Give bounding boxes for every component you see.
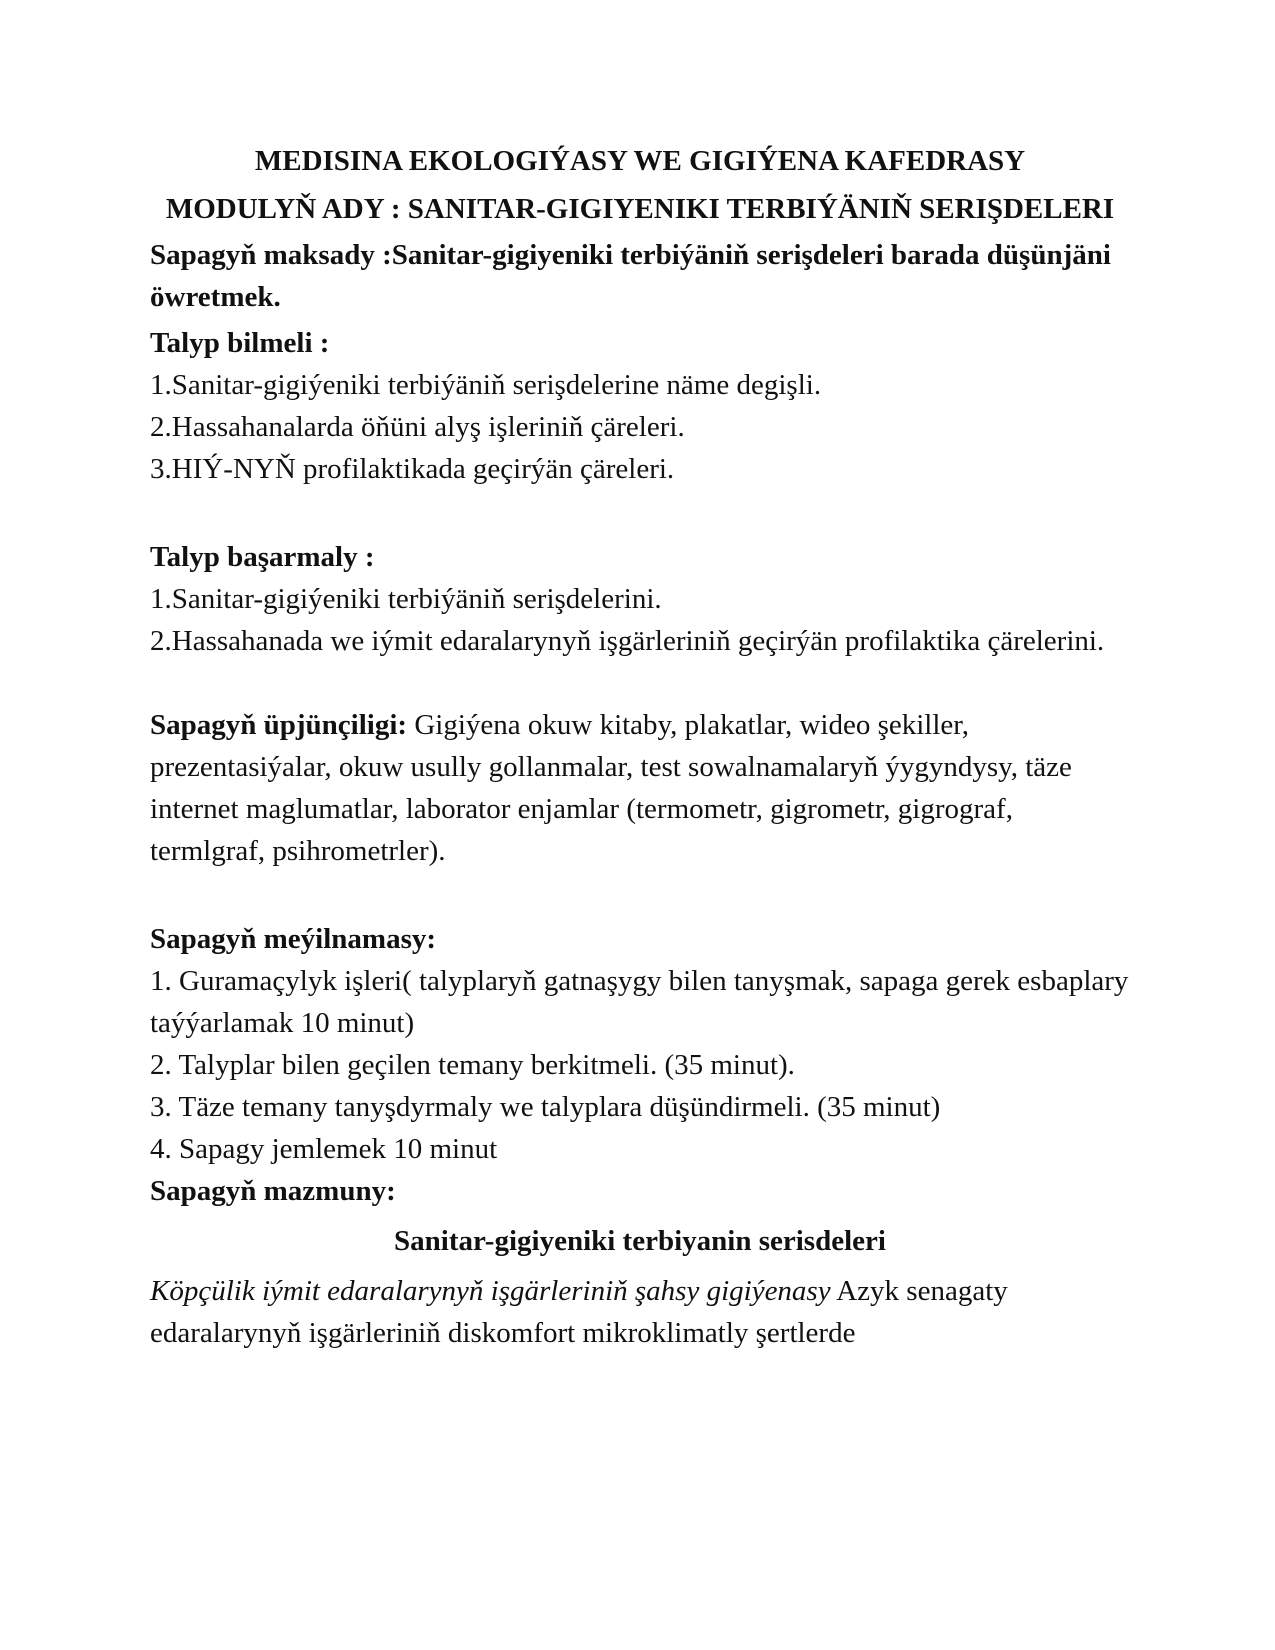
plan-item: 2. Talyplar bilen geçilen temany berkitmeli. (35 minut). — [150, 1049, 795, 1081]
plan-item: 1. Guramaçylyk işleri( talyplaryň gatnaşygy bilen tanyşmak, sapaga gerek esbaplary taýýarlamak 10 minut) — [150, 965, 1129, 1039]
equipment-paragraph — [150, 704, 1130, 872]
module-title: MODULYŇ ADY : SANITAR-GIGIYENIKI TERBIÝÄNIŇ SERIŞDELERI — [165, 193, 1115, 225]
content-text: Azyk senagaty edaralarynyň işgärleriniň diskomfort mikroklimatly şertlerde — [150, 1275, 1008, 1349]
equipment-label: Sapagyň üpjünçiligi: — [150, 709, 408, 741]
must-know-heading: Talyp bilmeli : — [150, 327, 330, 359]
document-page — [150, 140, 1130, 1354]
content-paragraph — [150, 1270, 1130, 1354]
department-title: MEDISINA EKOLOGIÝASY WE GIGIÝENA KAFEDRASY — [254, 145, 1026, 177]
equipment-text: Gigiýena okuw kitaby, plakatlar, wideo şekiller, prezentasiýalar, okuw usully gollanmalar, test sowalnamalaryň ýygyndysy, täze internet maglumatlar, laborator enjamlar (termometr, gigrometr, gigrograf, termlgraf, psihrometrler). — [150, 709, 1072, 867]
content-subtitle: Sanitar-gigiyeniki terbiyanin serisdeleri — [394, 1225, 886, 1257]
plan-item: 4. Sapagy jemlemek 10 minut — [150, 1133, 498, 1165]
must-know-item: 1.Sanitar-gigiýeniki terbiýäniň serişdelerine näme degişli. — [150, 369, 822, 401]
content-heading: Sapagyň mazmuny: — [150, 1175, 396, 1207]
must-do-heading: Talyp başarmaly : — [150, 541, 375, 573]
must-know-item: 3.HIÝ-NYŇ profilaktikada geçirýän çäreleri. — [150, 453, 675, 485]
must-know-item: 2.Hassahanalarda öňüni alyş işleriniň çäreleri. — [150, 411, 685, 443]
plan-heading: Sapagyň meýilnamasy: — [150, 923, 437, 955]
lesson-goal: Sapagyň maksady :Sanitar-gigiyeniki terbiýäniň serişdeleri barada düşünjäni öwretmek. — [150, 239, 1111, 313]
plan-item: 3. Täze temany tanyşdyrmaly we talyplara düşündirmeli. (35 minut) — [150, 1091, 941, 1123]
must-do-item: 1.Sanitar-gigiýeniki terbiýäniň serişdelerini. — [150, 583, 662, 615]
must-do-item: 2.Hassahanada we iýmit edaralarynyň işgärleriniň geçirýän profilaktika çärelerini. — [150, 625, 1105, 657]
spacer — [150, 490, 1130, 532]
spacer — [150, 662, 1130, 704]
spacer — [150, 872, 1130, 914]
content-italic-lead: Köpçülik iýmit edaralarynyň işgärleriniň şahsy gigiýenasy — [150, 1275, 831, 1307]
